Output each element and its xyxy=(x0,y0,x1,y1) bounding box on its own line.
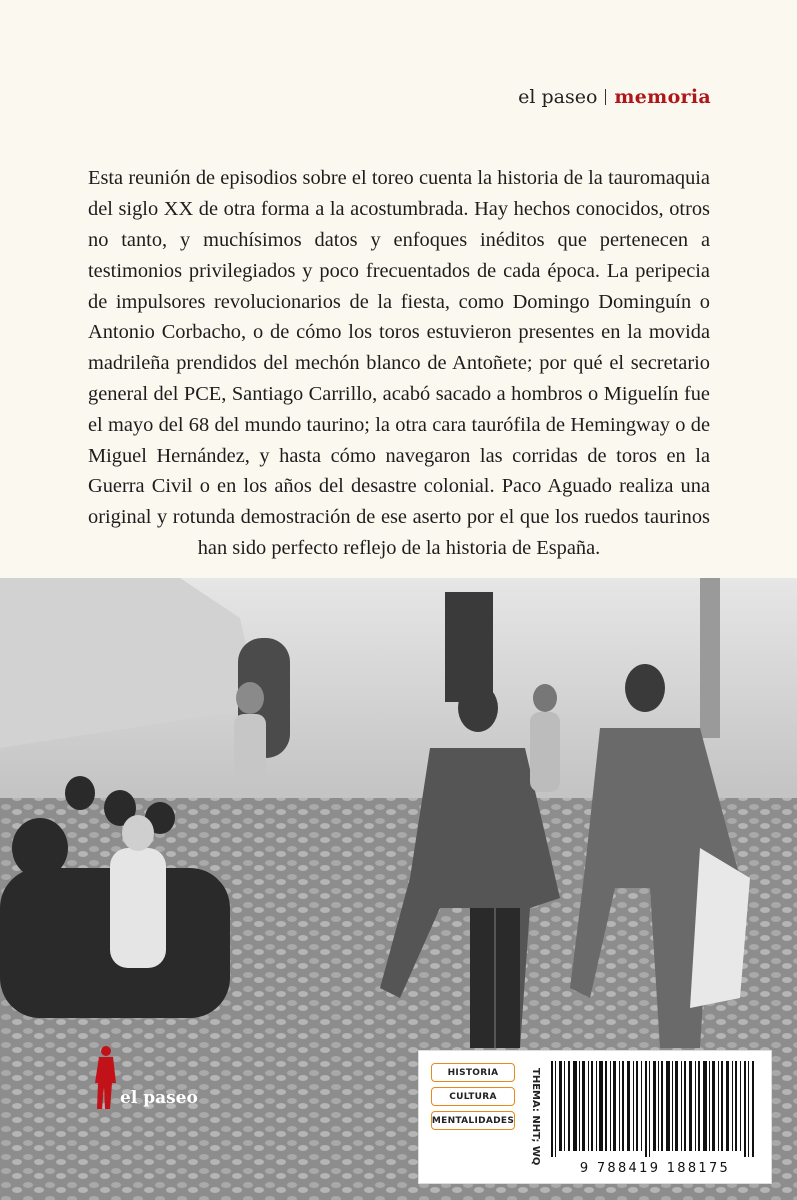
header-divider xyxy=(605,89,606,105)
tag-historia: HISTORIA xyxy=(431,1063,515,1082)
publisher-logo-text: el paseo xyxy=(120,1088,198,1108)
series-header xyxy=(518,86,711,108)
collection-name: memoria xyxy=(614,86,711,108)
back-cover-blurb: Esta reunión de episodios sobre el toreo cuenta la historia de la tauromaquia del siglo XX de otra forma a la acostumbrada. Hay hechos conocidos, otros no tanto, y muchísimos datos y enfoques inéditos que pertenecen a testimonios privilegiados y poco frecuentados de cada época. La peripecia de impulsores revolucionarios de la fiesta, como Domingo Dominguín o Antonio Corbacho, o de cómo los toros estuvieron presentes en la movida madrileña prendidos del mechón blanco de Antoñete; por qué el secretario general del PCE, Santiago Carrillo, acabó sacado a hombros o Miguelín fue el mayo del 68 del mundo taurino; la otra cara taurófila de Hemingway o de Miguel Hernández, y hasta cómo navegaron las corridas de toros en la Guerra Civil o en los años del desastre colonial. Paco Aguado realiza una original y rotunda demostración de ese aserto por el que los ruedos taurinos han sido perfecto reflejo de la historia de España. xyxy=(88,167,710,559)
isbn-barcode xyxy=(549,1061,761,1157)
tag-cultura: CULTURA xyxy=(431,1087,515,1106)
barcode-box xyxy=(418,1050,772,1184)
tag-mentalidades: MENTALIDADES xyxy=(431,1111,515,1130)
isbn-number: 9 788419 188175 xyxy=(579,1161,731,1176)
publisher-name-header: el paseo xyxy=(518,86,598,108)
thema-code: THEMA: NHT; WQ xyxy=(530,1068,541,1166)
